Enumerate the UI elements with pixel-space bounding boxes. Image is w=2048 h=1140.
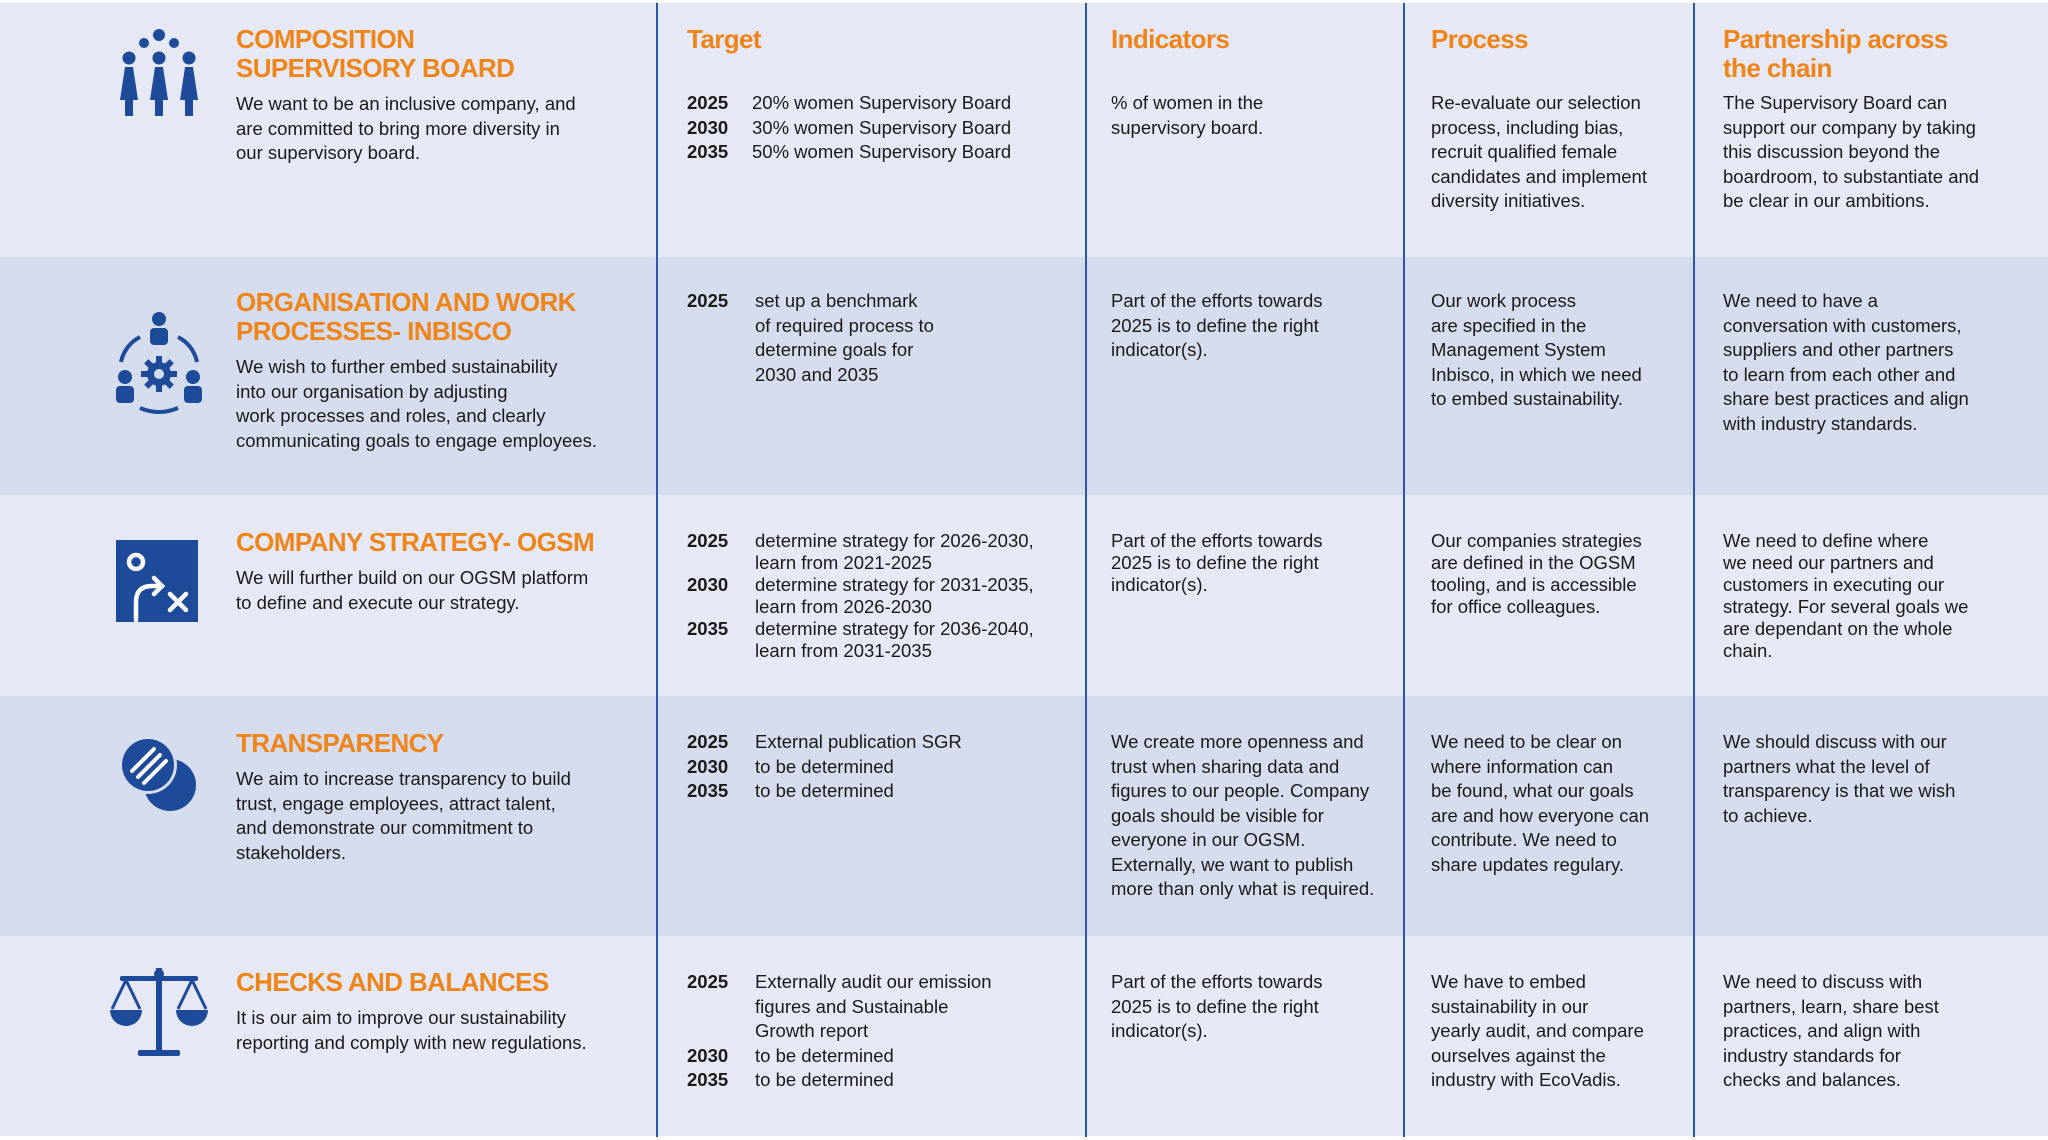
target-text: set up a benchmark of required process to determine goals for 2030 and 2035 [755,290,934,385]
category-company-strategy-ogsm [236,528,646,615]
category-organisation-work-processes [236,288,646,453]
target-year: 2025 [687,731,729,752]
targets-cell [687,91,1067,165]
partnership-cell: We need to discuss with partners, learn, share best practices, and align with industry standards for checks and balances. [1723,971,1939,1090]
process-cell: We need to be clear on where information can be found, what our goals are and how everyone can contribute. We need to share updates regulary. [1431,731,1650,875]
partnership-cell: The Supervisory Board can support our company by taking this discussion beyond the boardroom, to substantiate and be clear in our ambitions. [1723,92,1980,211]
category-title: COMPANY STRATEGY- OGSM [236,527,595,557]
target-text: 30% women Supervisory Board [752,116,1012,138]
target-text: to be determined [755,780,894,801]
target-text: to be determined [755,1069,894,1090]
target-text: determine strategy for 2036-2040, learn from 2031-2035 [755,618,1034,661]
target-text: determine strategy for 2026-2030, learn from 2021-2025 [755,530,1034,573]
target-year: 2035 [687,1069,729,1090]
partnership-cell: We need to define where we need our partners and customers in executing our strategy. For several goals we are dependant on the whole chain. [1723,530,1969,661]
target-text: 20% women Supervisory Board [752,92,1012,113]
column-divider [1403,3,1405,1137]
target-year: 2035 [687,141,729,162]
targets-cell [687,730,1067,804]
targets-cell [687,530,1077,662]
people-group-icon [114,28,204,120]
indicators-cell: We create more openness and trust when sharing data and figures to our people. Company goals should be visible for everyone in our OGSM. Externally, we want to publish more than only what is required. [1111,731,1375,899]
process-cell: Our work process are specified in the Management System Inbisco, in which we need to embed sustainability. [1431,290,1642,409]
category-title: ORGANISATION AND WORK PROCESSES- INBISCO [236,287,576,346]
process-cell: Re-evaluate our selection process, including bias, recruit qualified female candidates and implement diversity initiatives. [1431,92,1647,211]
category-title: CHECKS AND BALANCES [236,967,549,997]
header-process: Process [1431,24,1528,54]
category-title: COMPOSITION SUPERVISORY BOARD [236,24,515,83]
target-text: Externally audit our emission figures and Sustainable Growth report [755,971,992,1041]
target-year: 2030 [687,116,729,138]
header-target: Target [687,24,761,54]
target-text: to be determined [755,1044,894,1066]
target-text: to be determined [755,755,894,777]
bottom-edge [0,1136,2048,1140]
transparency-icon [118,735,200,817]
target-year: 2035 [687,618,729,639]
target-text: External publication SGR [755,731,962,752]
target-year: 2030 [687,755,729,777]
target-text: determine strategy for 2031-2035, learn from 2026-2030 [755,574,1034,617]
column-divider [1085,3,1087,1137]
category-description: It is our aim to improve our sustainability reporting and comply with new regulations. [236,1007,587,1053]
scales-icon [108,966,210,1058]
header-partnership: Partnership across the chain [1723,24,1948,83]
category-description: We will further build on our OGSM platform to define and execute our strategy. [236,567,589,613]
category-description: We wish to further embed sustainability into our organisation by adjusting work processes and roles, and clearly communicating goals to engage employees. [236,356,597,451]
category-composition-supervisory-board [236,25,636,166]
category-description: We want to be an inclusive company, and are committed to bring more diversity in our supervisory board. [236,93,576,163]
partnership-cell: We need to have a conversation with customers, suppliers and other partners to learn from each other and share best practices and align with industry standards. [1723,290,1969,434]
indicators-cell: Part of the efforts towards 2025 is to define the right indicator(s). [1111,530,1323,595]
process-cell: Our companies strategies are defined in the OGSM tooling, and is accessible for office colleagues. [1431,530,1642,617]
strategy-board-icon [116,540,198,622]
target-year: 2025 [687,290,729,311]
target-year: 2025 [687,92,729,113]
targets-cell [687,289,1067,387]
column-divider [656,3,658,1137]
category-title: TRANSPARENCY [236,728,444,758]
team-gear-icon [110,310,208,414]
header-indicators: Indicators [1111,24,1230,54]
target-text: 50% women Supervisory Board [752,141,1012,162]
target-year: 2035 [687,780,729,801]
target-year: 2025 [687,530,729,551]
targets-cell [687,970,1067,1093]
partnership-cell: We should discuss with our partners what the level of transparency is that we wish to achieve. [1723,731,1956,826]
indicators-cell: Part of the efforts towards 2025 is to define the right indicator(s). [1111,290,1323,360]
target-year: 2030 [687,1044,729,1066]
indicators-cell: % of women in the supervisory board. [1111,92,1264,138]
indicators-cell: Part of the efforts towards 2025 is to define the right indicator(s). [1111,971,1323,1041]
category-transparency [236,729,646,865]
target-year: 2025 [687,971,729,992]
category-description: We aim to increase transparency to build trust, engage employees, attract talent, and demonstrate our commitment to stakeholders. [236,768,571,863]
process-cell: We have to embed sustainability in our yearly audit, and compare ourselves against the industry with EcoVadis. [1431,971,1644,1090]
category-checks-and-balances [236,968,646,1055]
column-divider [1693,3,1695,1137]
target-year: 2030 [687,574,729,595]
